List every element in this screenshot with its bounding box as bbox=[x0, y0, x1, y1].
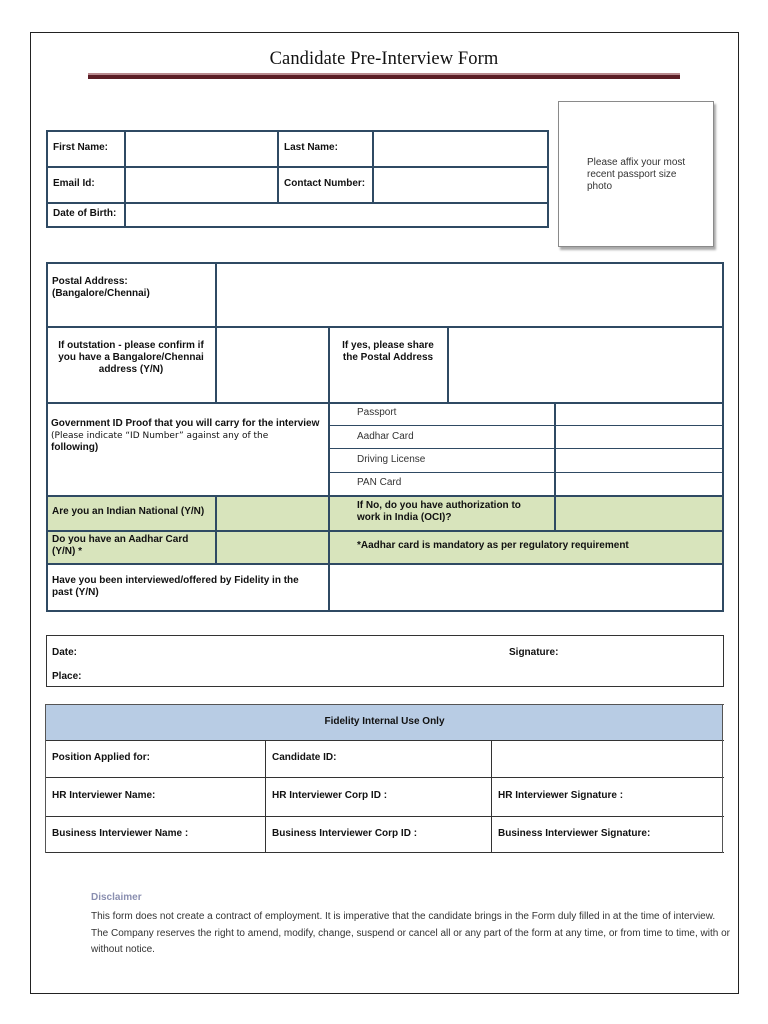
gov-id-label bbox=[51, 418, 326, 454]
aadhar-number-field[interactable] bbox=[556, 427, 722, 448]
table-border bbox=[329, 448, 724, 449]
fidelity-history-label bbox=[52, 575, 299, 599]
candidate-id-field[interactable] bbox=[493, 742, 721, 776]
fidelity-history-label-line: Have you been interviewed/offered by Fidelity in the bbox=[52, 575, 299, 586]
passport-photo-box bbox=[558, 101, 714, 247]
table-border bbox=[46, 262, 48, 612]
contact-number-label: Contact Number: bbox=[284, 178, 366, 189]
last-name-field[interactable] bbox=[374, 132, 546, 166]
table-border bbox=[277, 166, 279, 203]
gov-id-label-line: Government ID Proof that you will carry for the interview bbox=[51, 418, 320, 429]
signature-label: Signature: bbox=[509, 647, 559, 658]
table-border bbox=[722, 704, 723, 853]
gov-id-label-line: following) bbox=[51, 442, 99, 453]
gov-id-note: (Please indicate “ID Number” against any of the bbox=[51, 431, 269, 441]
share-address-field[interactable] bbox=[449, 328, 721, 401]
place-label: Place: bbox=[52, 671, 82, 682]
fidelity-history-field[interactable] bbox=[330, 565, 721, 609]
table-border bbox=[45, 852, 724, 853]
business-interviewer-name-label: Business Interviewer Name : bbox=[52, 828, 189, 839]
first-name-label: First Name: bbox=[53, 142, 109, 153]
hr-interviewer-corp-id-label: HR Interviewer Corp ID : bbox=[272, 790, 388, 801]
table-border bbox=[265, 740, 266, 853]
table-border bbox=[329, 472, 724, 473]
gov-id-option-pan: PAN Card bbox=[357, 477, 402, 488]
table-border bbox=[45, 704, 46, 853]
title-rule bbox=[88, 75, 680, 79]
oci-field[interactable] bbox=[556, 497, 722, 529]
email-label: Email Id: bbox=[53, 178, 95, 189]
share-address-label-line: If yes, please share bbox=[342, 340, 434, 351]
date-label: Date: bbox=[52, 647, 78, 658]
table-border bbox=[46, 226, 549, 228]
outstation-field[interactable] bbox=[217, 328, 327, 401]
table-border bbox=[547, 130, 549, 227]
oci-label bbox=[357, 500, 521, 524]
pan-number-field[interactable] bbox=[556, 474, 722, 495]
postal-address-label-line: Postal Address: bbox=[52, 276, 128, 287]
business-interviewer-corp-id-label: Business Interviewer Corp ID : bbox=[272, 828, 418, 839]
dob-field[interactable] bbox=[126, 204, 546, 226]
table-border bbox=[45, 777, 724, 778]
indian-national-label: Are you an Indian National (Y/N) bbox=[52, 506, 205, 517]
passport-number-field[interactable] bbox=[556, 404, 722, 425]
table-border bbox=[46, 130, 48, 227]
sign-off-box bbox=[46, 635, 724, 687]
aadhar-card-label-line: Do you have an Aadhar Card bbox=[52, 534, 189, 545]
gov-id-option-passport: Passport bbox=[357, 407, 397, 418]
candidate-id-label: Candidate ID: bbox=[272, 752, 337, 763]
internal-use-title: Fidelity Internal Use Only bbox=[324, 716, 445, 727]
email-field[interactable] bbox=[126, 168, 276, 202]
indian-national-field[interactable] bbox=[217, 497, 327, 529]
driving-license-number-field[interactable] bbox=[556, 450, 722, 472]
first-name-field[interactable] bbox=[126, 132, 276, 166]
disclaimer-text: This form does not create a contract of employment. It is imperative that the candidate brings in the Form duly filled in at the time of interview. The Company reserves the right to amend, modify, change, suspend or cancel all or any part of the form at any time, or from time to time, with or without notice. bbox=[91, 911, 730, 955]
table-border bbox=[45, 704, 724, 705]
table-border bbox=[45, 816, 724, 817]
aadhar-card-label-line: (Y/N) * bbox=[52, 546, 82, 557]
aadhar-card-label bbox=[52, 534, 188, 558]
postal-address-label-line: (Bangalore/Chennai) bbox=[52, 288, 150, 299]
outstation-label-line: address (Y/N) bbox=[98, 364, 164, 375]
gov-id-option-aadhar: Aadhar Card bbox=[357, 431, 414, 442]
disclaimer-title: Disclaimer bbox=[91, 892, 142, 903]
share-address-label bbox=[330, 340, 446, 364]
outstation-label-line: you have a Bangalore/Chennai bbox=[58, 352, 204, 363]
business-interviewer-signature-label: Business Interviewer Signature: bbox=[498, 828, 651, 839]
aadhar-mandatory-note: *Aadhar card is mandatory as per regulatory requirement bbox=[357, 540, 629, 551]
oci-label-line: work in India (OCI)? bbox=[357, 512, 452, 523]
postal-address-field[interactable] bbox=[217, 264, 721, 325]
table-border bbox=[46, 530, 724, 532]
contact-number-field[interactable] bbox=[374, 168, 546, 202]
table-border bbox=[329, 425, 724, 426]
outstation-label-line: If outstation - please confirm if bbox=[58, 340, 204, 351]
outstation-label bbox=[48, 340, 214, 376]
share-address-label-line: the Postal Address bbox=[342, 352, 434, 363]
dob-label: Date of Birth: bbox=[53, 208, 117, 219]
page-title: Candidate Pre-Interview Form bbox=[269, 49, 499, 69]
postal-address-label bbox=[52, 276, 150, 300]
gov-id-option-driving-license: Driving License bbox=[357, 454, 426, 465]
aadhar-card-field[interactable] bbox=[217, 532, 327, 562]
last-name-label: Last Name: bbox=[284, 142, 338, 153]
fidelity-history-label-line: past (Y/N) bbox=[52, 587, 99, 598]
position-applied-label: Position Applied for: bbox=[52, 752, 150, 763]
oci-label-line: If No, do you have authorization to bbox=[357, 500, 521, 511]
hr-interviewer-name-label: HR Interviewer Name: bbox=[52, 790, 156, 801]
table-border bbox=[328, 326, 330, 403]
hr-interviewer-signature-label: HR Interviewer Signature : bbox=[498, 790, 624, 801]
table-border bbox=[46, 610, 724, 612]
table-border bbox=[277, 130, 279, 167]
photo-instruction: Please affix your most recent passport size photo bbox=[587, 157, 686, 192]
table-border bbox=[722, 262, 724, 612]
